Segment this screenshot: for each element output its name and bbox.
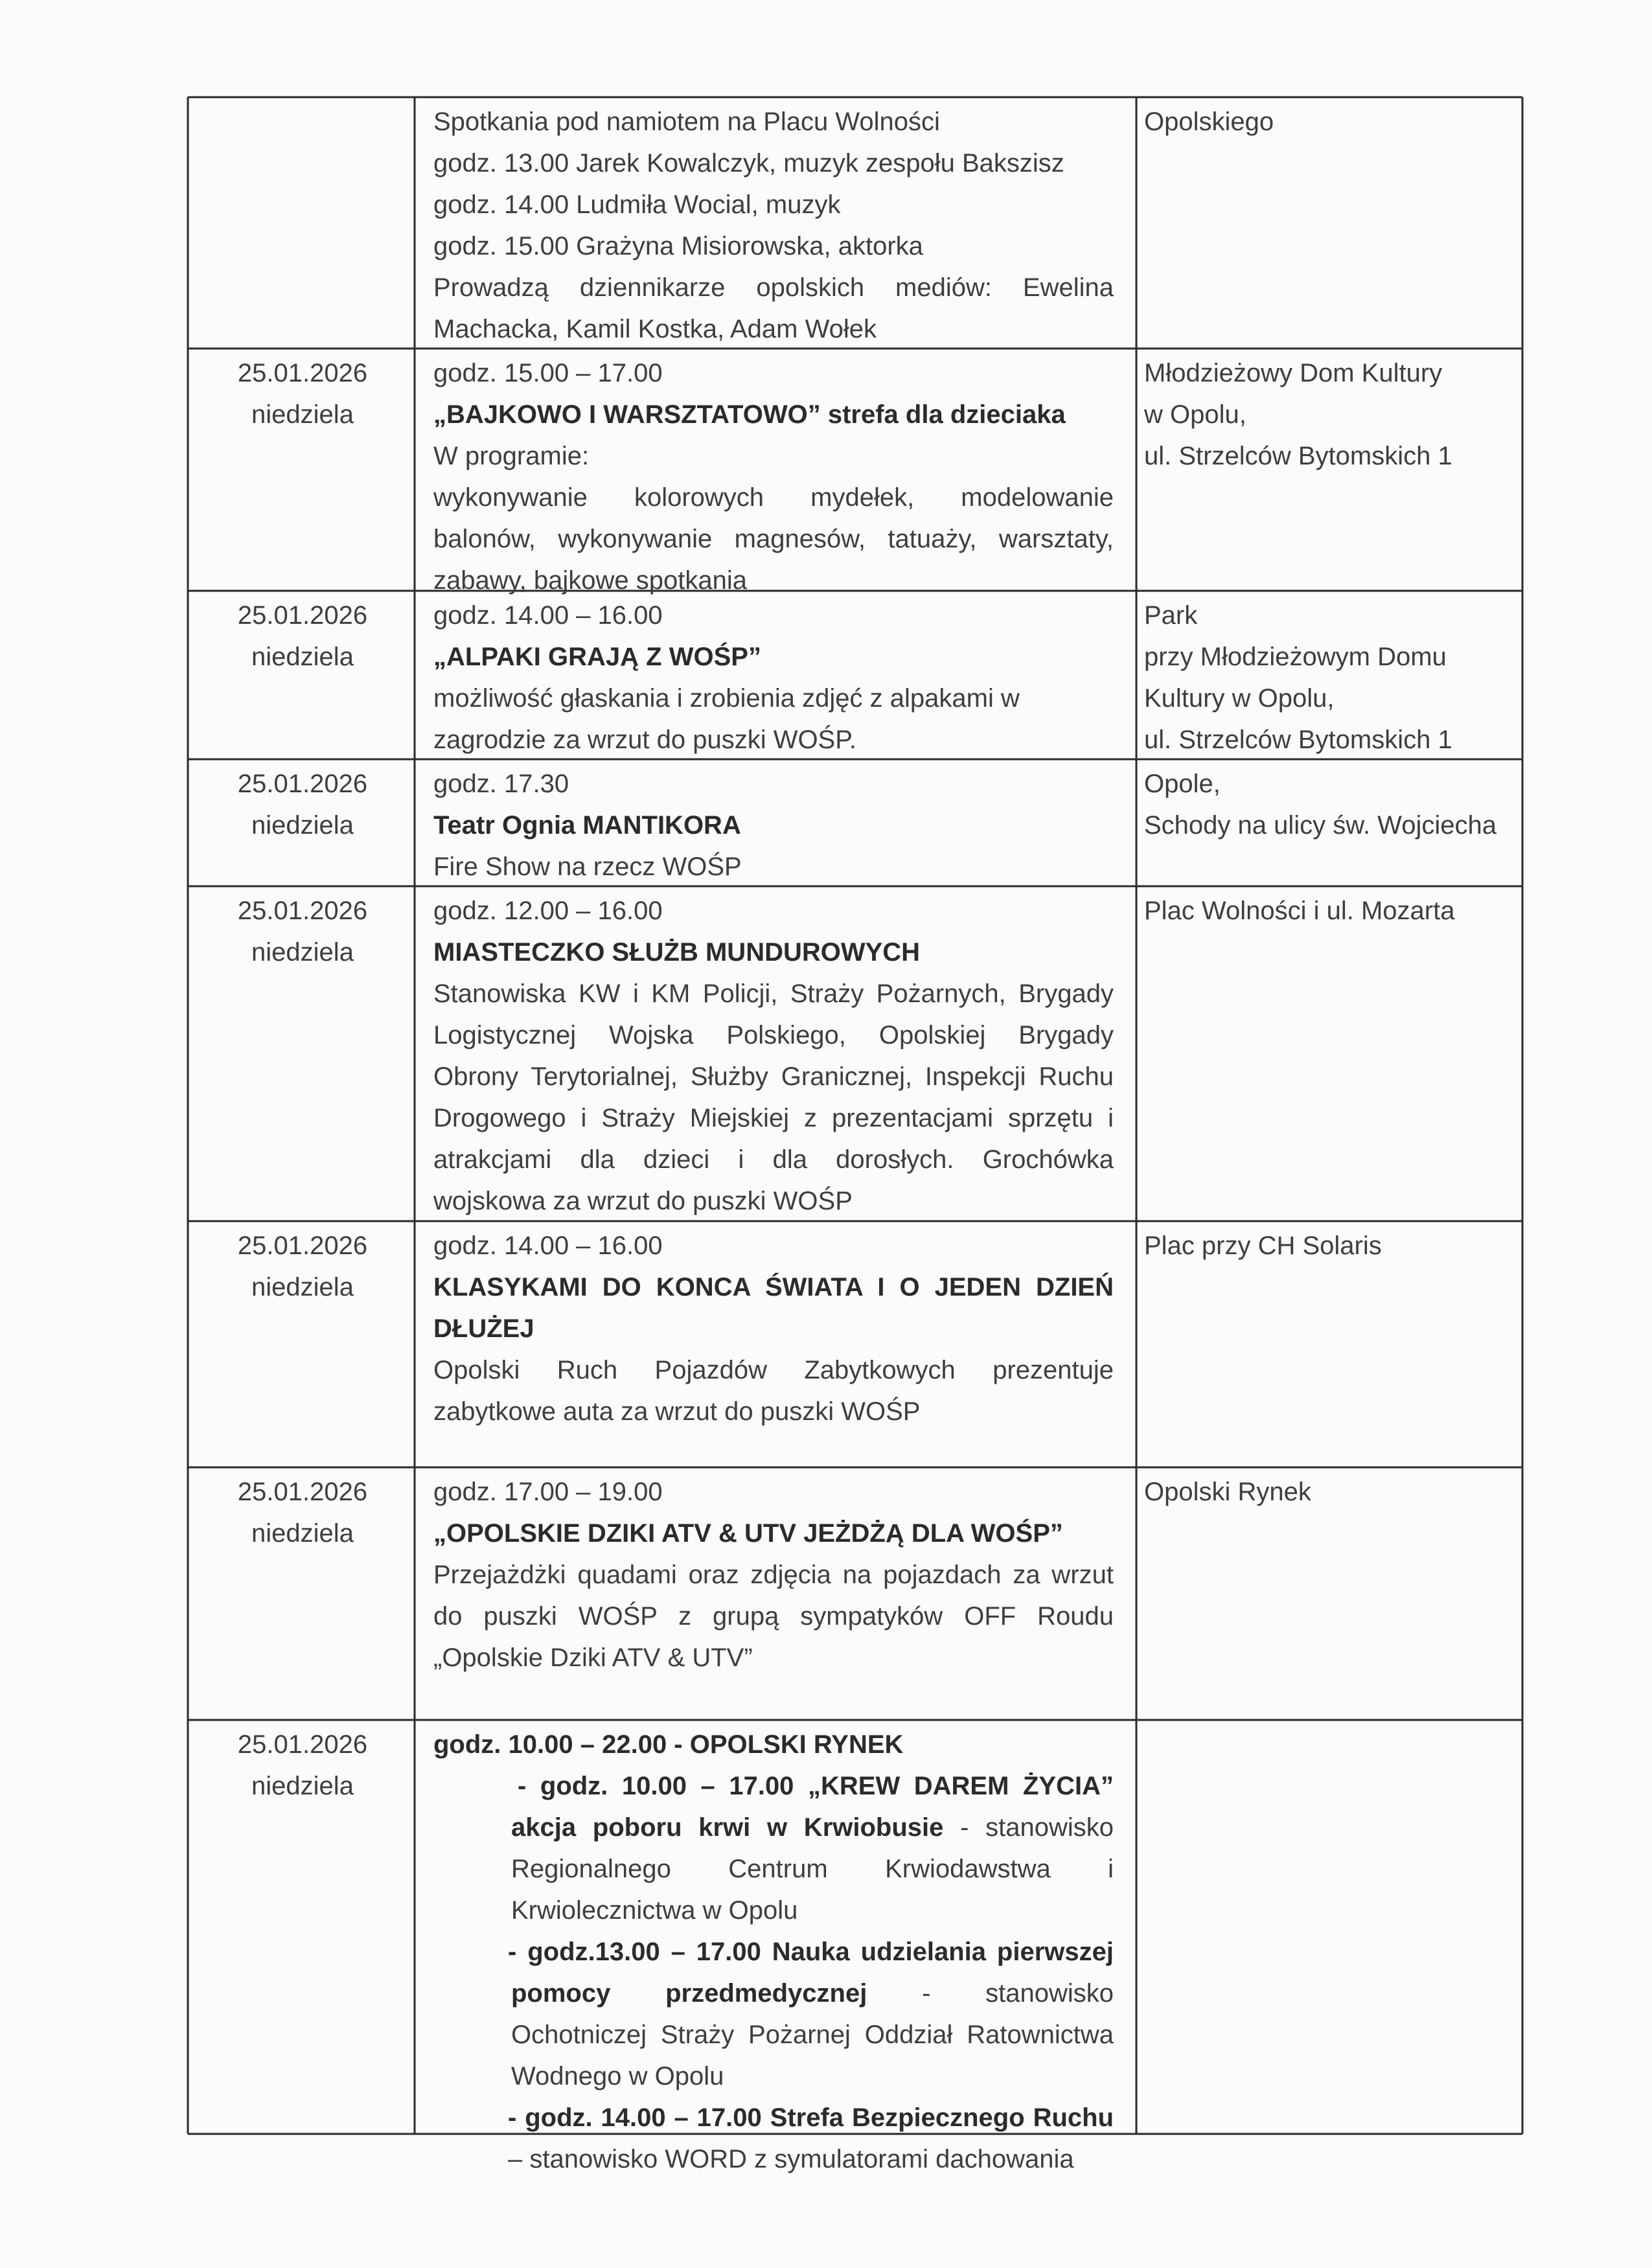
event-description-line: godz. 14.00 – 16.00 xyxy=(433,1231,663,1260)
event-location-line: Opolskiego xyxy=(1144,108,1274,136)
event-description-line: - godz. 14.00 – 17.00 Strefa Bezpiecznego Ruchu xyxy=(508,2103,1114,2132)
event-description-line: - godz.13.00 – 17.00 Nauka udzielania pierwszej xyxy=(508,1938,1114,1966)
event-description xyxy=(433,352,1114,601)
event-description-line: Przejażdżki quadami oraz zdjęcia na pojazdach za wrzut xyxy=(433,1561,1114,1589)
event-description-line: godz. 13.00 Jarek Kowalczyk, muzyk zespołu Bakszisz xyxy=(433,149,1064,178)
event-description-line: wojskowa za wrzut do puszki WOŚP xyxy=(433,1187,853,1215)
event-day-name: niedziela xyxy=(251,811,354,840)
event-description-line: „OPOLSKIE DZIKI ATV & UTV JEŻDŻĄ DLA WOŚP” xyxy=(433,1519,1063,1548)
event-description-line: „Opolskie Dziki ATV & UTV” xyxy=(433,1644,753,1672)
event-date-value: 25.01.2026 xyxy=(237,1730,368,1759)
event-description-line: zabytkowe auta za wrzut do puszki WOŚP xyxy=(433,1397,921,1426)
event-date-value: 25.01.2026 xyxy=(237,1231,368,1260)
event-date-value: 25.01.2026 xyxy=(237,770,368,798)
event-description-line: Fire Show na rzecz WOŚP xyxy=(433,853,742,881)
event-description-line: godz. 17.30 xyxy=(433,770,569,798)
event-description xyxy=(433,1225,1114,1432)
event-location xyxy=(1144,1225,1507,1266)
event-description-line: godz. 10.00 – 22.00 - OPOLSKI RYNEK xyxy=(433,1730,904,1759)
event-description-line: godz. 15.00 – 17.00 xyxy=(433,359,663,387)
event-date xyxy=(190,1724,415,1807)
event-date xyxy=(190,890,415,973)
event-date xyxy=(190,352,415,435)
event-location-line: przy Młodzieżowym Domu xyxy=(1144,643,1447,671)
event-date xyxy=(190,595,415,678)
event-description-line: Prowadzą dziennikarze opolskich mediów: Ewelina xyxy=(433,273,1114,302)
event-date-value: 25.01.2026 xyxy=(237,897,368,925)
event-description-line: MIASTECZKO SŁUŻB MUNDUROWYCH xyxy=(433,938,921,967)
event-date xyxy=(190,763,415,846)
event-description-line: zabawy, bajkowe spotkania xyxy=(433,566,747,595)
event-description-line: godz. 12.00 – 16.00 xyxy=(433,897,663,925)
event-description-line: godz. 17.00 – 19.00 xyxy=(433,1478,663,1506)
event-description-line: – stanowisko WORD z symulatorami dachowania xyxy=(508,2145,1074,2173)
event-description-line: do puszki WOŚP z grupą sympatyków OFF Roudu xyxy=(433,1602,1114,1631)
event-location-line: Park xyxy=(1144,601,1198,630)
event-description-line: balonów, wykonywanie magnesów, tatuaży, warsztaty, xyxy=(433,525,1114,553)
event-date-value: 25.01.2026 xyxy=(237,601,368,630)
event-description-line: atrakcjami dla dzieci i dla dorosłych. Grochówka xyxy=(433,1145,1114,1174)
event-date xyxy=(190,1471,415,1554)
event-description xyxy=(433,763,1114,888)
event-location xyxy=(1144,101,1507,143)
event-day-name: niedziela xyxy=(251,1273,354,1301)
event-description xyxy=(433,101,1114,350)
event-location xyxy=(1144,352,1507,477)
event-description-line: - godz. 10.00 – 17.00 „KREW DAREM ŻYCIA” xyxy=(518,1772,1114,1800)
event-date xyxy=(190,1225,415,1308)
event-highlight: akcja poboru krwi w Krwiobusie xyxy=(511,1813,944,1842)
event-location-line: Opolski Rynek xyxy=(1144,1478,1311,1506)
event-description xyxy=(433,595,1114,761)
event-description-line: godz. 14.00 – 16.00 xyxy=(433,601,663,630)
event-description-line: Obrony Terytorialnej, Służby Granicznej, Inspekcji Ruchu xyxy=(433,1062,1114,1091)
event-location xyxy=(1144,890,1507,932)
event-description-line: „BAJKOWO I WARSZTATOWO” strefa dla dzieciaka xyxy=(433,400,1066,429)
event-location-line: Schody na ulicy św. Wojciecha xyxy=(1144,811,1497,840)
event-day-name: niedziela xyxy=(251,938,354,967)
event-day-name: niedziela xyxy=(251,1772,354,1800)
event-description-line: Spotkania pod namiotem na Placu Wolności xyxy=(433,108,940,136)
event-description xyxy=(433,1724,1114,2180)
event-location-line: Plac przy CH Solaris xyxy=(1144,1231,1382,1260)
event-description-line: Wodnego w Opolu xyxy=(511,2062,724,2090)
event-location-line: Kultury w Opolu, xyxy=(1144,684,1335,713)
event-description-line: Logistycznej Wojska Polskiego, Opolskiej Brygady xyxy=(433,1021,1114,1049)
event-description-line: W programie: xyxy=(433,442,590,470)
event-location-line: ul. Strzelców Bytomskich 1 xyxy=(1144,442,1452,470)
event-day-name: niedziela xyxy=(251,1519,354,1548)
event-description-line: Regionalnego Centrum Krwiodawstwa i xyxy=(511,1855,1114,1883)
event-day-name: niedziela xyxy=(251,400,354,429)
event-description-line: zagrodzie za wrzut do puszki WOŚP. xyxy=(433,726,856,754)
event-description-line: Drogowego i Straży Miejskiej z prezentacjami sprzętu i xyxy=(433,1104,1114,1132)
event-description-line: Machacka, Kamil Kostka, Adam Wołek xyxy=(433,315,877,343)
event-description-line: godz. 15.00 Grażyna Misiorowska, aktorka xyxy=(433,232,923,260)
event-location xyxy=(1144,595,1507,761)
event-description-line: Krwiolecznictwa w Opolu xyxy=(511,1896,798,1925)
event-date-value: 25.01.2026 xyxy=(237,1478,368,1506)
event-description-line: wykonywanie kolorowych mydełek, modelowanie xyxy=(433,483,1114,512)
event-day-name: niedziela xyxy=(251,643,354,671)
event-description-line: pomocy przedmedycznej - stanowisko xyxy=(511,1979,1114,2008)
event-description-line: KLASYKAMI DO KONCA ŚWIATA I O JEDEN DZIEŃ xyxy=(433,1273,1114,1301)
event-description-line: Opolski Ruch Pojazdów Zabytkowych prezentuje xyxy=(433,1356,1114,1384)
event-description xyxy=(433,1471,1114,1678)
event-location-line: Plac Wolności i ul. Mozarta xyxy=(1144,897,1455,925)
event-location-line: Opole, xyxy=(1144,770,1221,798)
event-description xyxy=(433,890,1114,1222)
event-description-line: możliwość głaskania i zrobienia zdjęć z alpakami w xyxy=(433,684,1020,713)
event-description-line: Teatr Ognia MANTIKORA xyxy=(433,811,741,840)
event-description-line: godz. 14.00 Ludmiła Wocial, muzyk xyxy=(433,190,841,219)
event-description-line: akcja poboru krwi w Krwiobusie - stanowisko xyxy=(511,1813,1114,1842)
event-description-line: „ALPAKI GRAJĄ Z WOŚP” xyxy=(433,643,761,671)
event-highlight: pomocy przedmedycznej xyxy=(511,1979,867,2008)
event-description-line: Ochotniczej Straży Pożarnej Oddział Ratownictwa xyxy=(511,2021,1114,2049)
event-location xyxy=(1144,1471,1507,1513)
event-date-value: 25.01.2026 xyxy=(237,359,368,387)
event-location-line: ul. Strzelców Bytomskich 1 xyxy=(1144,726,1452,754)
event-location-line: w Opolu, xyxy=(1144,400,1246,429)
event-description-line: DŁUŻEJ xyxy=(433,1314,534,1343)
event-location xyxy=(1144,763,1507,846)
event-description-line: Stanowiska KW i KM Policji, Straży Pożarnych, Brygady xyxy=(433,979,1114,1008)
event-location-line: Młodzieżowy Dom Kultury xyxy=(1144,359,1443,387)
